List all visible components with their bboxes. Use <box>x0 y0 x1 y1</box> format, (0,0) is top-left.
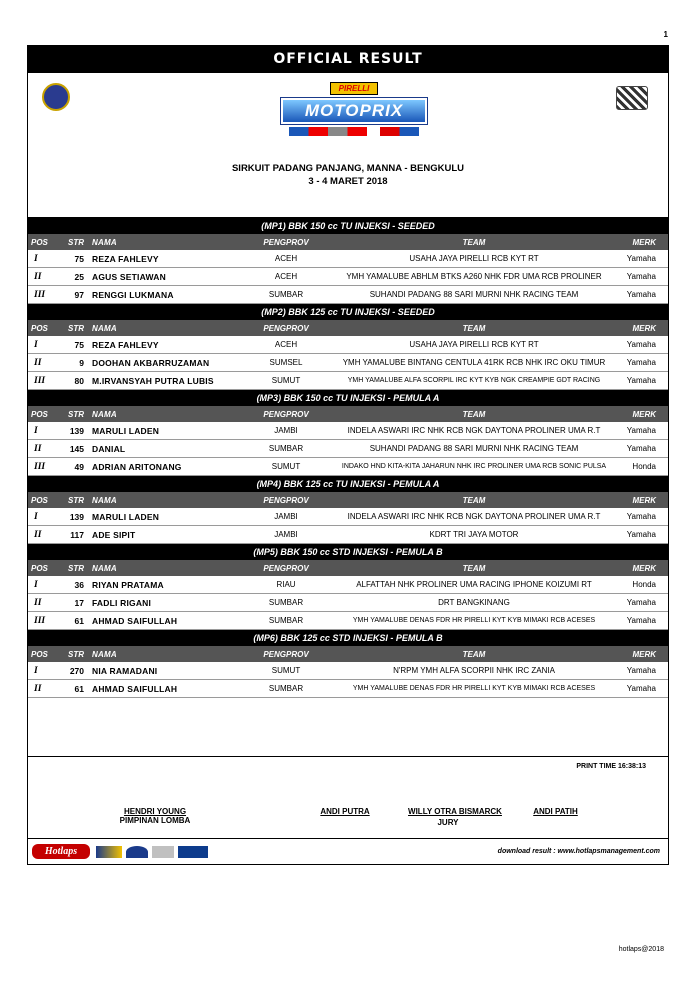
table-row <box>28 286 668 304</box>
cell-nama: MARULI LADEN <box>92 425 160 436</box>
cell-nama: FADLI RIGANI <box>92 597 152 608</box>
result-section <box>28 304 668 390</box>
cell-str: 36 <box>74 579 84 590</box>
section-title: (MP4) BBK 125 cc TU INJEKSI - PEMULA A <box>28 476 668 492</box>
cell-team: DRT BANGKINANG <box>438 598 510 607</box>
cell-pos: I <box>34 253 38 264</box>
column-header-str: STR <box>68 237 84 247</box>
cell-pos: III <box>34 289 46 300</box>
race-director-role: PIMPINAN LOMBA <box>119 816 191 825</box>
column-header-pos: POS <box>31 237 48 247</box>
column-header-nama: NAMA <box>92 495 117 505</box>
footer-logo-bar <box>28 838 668 866</box>
column-header-prov: PENGPROV <box>263 649 309 659</box>
column-header-nama: NAMA <box>92 563 117 573</box>
table-row <box>28 250 668 268</box>
cell-merk: Yamaha <box>626 426 656 435</box>
cell-nama: ADRIAN ARITONANG <box>92 461 182 472</box>
table-row <box>28 422 668 440</box>
column-header-merk: MERK <box>632 649 656 659</box>
table-row <box>28 440 668 458</box>
column-header-team: TEAM <box>462 563 486 573</box>
column-header-str: STR <box>68 323 84 333</box>
column-header-str: STR <box>68 563 84 573</box>
cell-pos: III <box>34 375 46 386</box>
cell-str: 49 <box>74 461 84 472</box>
cell-prov: SUMSEL <box>269 358 303 367</box>
motoprix-logo <box>278 78 430 134</box>
cell-nama: REZA FAHLEVY <box>92 253 159 264</box>
cell-prov: SUMUT <box>271 376 301 385</box>
cell-pos: III <box>34 615 46 626</box>
cell-prov: SUMBAR <box>268 598 304 607</box>
cell-team: USAHA JAYA PIRELLI RCB KYT RT <box>409 254 539 263</box>
page-number: 1 <box>663 30 668 39</box>
cell-pos: I <box>34 339 38 350</box>
cell-pos: I <box>34 425 38 436</box>
cell-str: 61 <box>74 683 84 694</box>
sponsor-logo-3-icon <box>152 846 174 858</box>
event-header <box>28 73 668 218</box>
cell-str: 139 <box>69 511 84 522</box>
cell-team: KDRT TRI JAYA MOTOR <box>429 530 519 539</box>
section-title: (MP2) BBK 125 cc TU INJEKSI - SEEDED <box>28 304 668 320</box>
cell-merk: Yamaha <box>626 340 656 349</box>
column-header-prov: PENGPROV <box>263 323 309 333</box>
table-row <box>28 508 668 526</box>
cell-team: YMH YAMALUBE ABHLM BTKS A260 NHK FDR UMA RCB PROLINER <box>346 272 602 281</box>
cell-str: 75 <box>74 339 84 350</box>
page-title: OFFICIAL RESULT <box>28 46 668 73</box>
cell-prov: SUMBAR <box>268 684 304 693</box>
column-header-nama: NAMA <box>92 323 117 333</box>
column-header-pos: POS <box>31 495 48 505</box>
cell-str: 270 <box>69 665 84 676</box>
imi-emblem-icon <box>42 83 70 111</box>
column-header-pos: POS <box>31 323 48 333</box>
cell-merk: Yamaha <box>626 444 656 453</box>
cell-prov: JAMBI <box>274 426 298 435</box>
table-row <box>28 458 668 476</box>
column-header-prov: PENGPROV <box>263 237 309 247</box>
column-header-team: TEAM <box>462 237 486 247</box>
cell-pos: II <box>34 683 42 694</box>
cell-pos: II <box>34 271 42 282</box>
cell-prov: SUMBAR <box>268 616 304 625</box>
cell-nama: RENGGI LUKMANA <box>92 289 174 300</box>
column-header-merk: MERK <box>632 237 656 247</box>
cell-pos: II <box>34 597 42 608</box>
column-header-row <box>28 646 668 662</box>
column-header-prov: PENGPROV <box>263 563 309 573</box>
table-row <box>28 526 668 544</box>
cell-merk: Honda <box>632 580 656 589</box>
result-section <box>28 630 668 698</box>
cell-team: INDELA ASWARI IRC NHK RCB NGK DAYTONA PROLINER UMA R.T <box>347 426 601 435</box>
cell-nama: AHMAD SAIFULLAH <box>92 615 178 626</box>
result-section <box>28 544 668 630</box>
column-header-nama: NAMA <box>92 409 117 419</box>
column-header-team: TEAM <box>462 649 486 659</box>
cell-team: SUHANDI PADANG 88 SARI MURNI NHK RACING TEAM <box>369 444 579 453</box>
column-header-team: TEAM <box>462 323 486 333</box>
column-header-row <box>28 492 668 508</box>
cell-merk: Yamaha <box>626 684 656 693</box>
cell-str: 117 <box>70 529 84 540</box>
cell-str: 17 <box>74 597 84 608</box>
cell-str: 25 <box>74 271 84 282</box>
cell-prov: ACEH <box>274 340 298 349</box>
column-header-prov: PENGPROV <box>263 495 309 505</box>
rpm-logo-icon <box>178 846 208 858</box>
column-header-pos: POS <box>31 563 48 573</box>
column-header-team: TEAM <box>462 409 486 419</box>
cell-merk: Yamaha <box>626 290 656 299</box>
section-title: (MP3) BBK 150 cc TU INJEKSI - PEMULA A <box>28 390 668 406</box>
cell-nama: RIYAN PRATAMA <box>92 579 164 590</box>
result-section <box>28 218 668 304</box>
column-header-row <box>28 234 668 250</box>
race-director-name: HENDRI YOUNG <box>123 807 187 816</box>
cell-nama: M.IRVANSYAH PUTRA LUBIS <box>92 375 214 386</box>
cell-merk: Yamaha <box>626 358 656 367</box>
sponsor-logo-1-icon <box>96 846 122 858</box>
cell-team: YMH YAMALUBE DENAS FDR HR PIRELLI KYT KYB MIMAKI RCB ACESES <box>352 685 596 692</box>
cell-str: 9 <box>79 357 84 368</box>
cell-nama: AGUS SETIAWAN <box>92 271 166 282</box>
cell-prov: RIAU <box>276 580 296 589</box>
table-row <box>28 680 668 698</box>
cell-team: ALFATTAH NHK PROLINER UMA RACING IPHONE KOIZUMI RT <box>356 580 592 589</box>
cell-merk: Honda <box>632 462 656 471</box>
event-date: 3 - 4 MARET 2018 <box>308 176 388 187</box>
cell-str: 139 <box>69 425 84 436</box>
cell-team: INDELA ASWARI IRC NHK RCB NGK DAYTONA PROLINER UMA R.T <box>347 512 601 521</box>
cell-merk: Yamaha <box>626 530 656 539</box>
cell-prov: ACEH <box>274 272 298 281</box>
cell-prov: ACEH <box>274 254 298 263</box>
jury-role: JURY <box>437 818 459 827</box>
cell-prov: JAMBI <box>274 512 298 521</box>
hotlaps-logo: Hotlaps <box>32 844 90 859</box>
cell-merk: Yamaha <box>626 376 656 385</box>
cell-prov: SUMBAR <box>268 290 304 299</box>
copyright: hotlaps@2018 <box>618 946 664 953</box>
jury-1-name: ANDI PUTRA <box>320 807 370 816</box>
cell-nama: DANIAL <box>92 443 126 454</box>
cell-pos: I <box>34 511 38 522</box>
column-header-str: STR <box>68 495 84 505</box>
cell-nama: REZA FAHLEVY <box>92 339 159 350</box>
column-header-team: TEAM <box>462 495 486 505</box>
cell-nama: AHMAD SAIFULLAH <box>92 683 178 694</box>
result-section <box>28 476 668 544</box>
cell-team: INDAKO HND KITA-KITA JAHARUN NHK IRC PROLINER UMA RCB SONIC PULSA <box>341 463 607 470</box>
cell-merk: Yamaha <box>626 254 656 263</box>
cell-str: 97 <box>74 289 84 300</box>
pirelli-logo-text: PIRELLI <box>330 82 379 95</box>
table-row <box>28 576 668 594</box>
print-time: PRINT TIME 16:38:13 <box>576 763 646 770</box>
column-header-pos: POS <box>31 409 48 419</box>
download-link[interactable]: download result : www.hotlapsmanagement.com <box>497 848 660 855</box>
column-header-row <box>28 320 668 336</box>
column-header-merk: MERK <box>632 495 656 505</box>
cell-nama: DOOHAN AKBARRUZAMAN <box>92 357 210 368</box>
cell-merk: Yamaha <box>626 272 656 281</box>
cell-team: YMH YAMALUBE BINTANG CENTULA 41RK RCB NHK IRC OKU TIMUR <box>342 358 606 367</box>
column-header-nama: NAMA <box>92 649 117 659</box>
column-header-row <box>28 406 668 422</box>
motoprix-logo-text: MOTOPRIX <box>281 98 427 124</box>
cell-merk: Yamaha <box>626 666 656 675</box>
cell-merk: Yamaha <box>626 616 656 625</box>
cell-prov: JAMBI <box>274 530 298 539</box>
cell-prov: SUMBAR <box>268 444 304 453</box>
cell-nama: ADE SIPIT <box>92 529 136 540</box>
cell-team: YMH YAMALUBE DENAS FDR HR PIRELLI KYT KYB MIMAKI RCB ACESES <box>352 617 596 624</box>
cell-prov: SUMUT <box>271 666 301 675</box>
column-header-prov: PENGPROV <box>263 409 309 419</box>
column-header-str: STR <box>68 649 84 659</box>
cell-team: SUHANDI PADANG 88 SARI MURNI NHK RACING TEAM <box>369 290 579 299</box>
table-row <box>28 662 668 680</box>
cell-team: YMH YAMALUBE ALFA SCORPIL IRC KYT KYB NGK CREAMPIE GDT RACING <box>347 377 601 384</box>
column-header-pos: POS <box>31 649 48 659</box>
table-row <box>28 372 668 390</box>
table-row <box>28 354 668 372</box>
column-header-merk: MERK <box>632 409 656 419</box>
column-header-merk: MERK <box>632 563 656 573</box>
cell-pos: I <box>34 665 38 676</box>
results-sections <box>28 218 668 698</box>
column-header-str: STR <box>68 409 84 419</box>
jury-2-name: WILLY OTRA BISMARCK <box>408 807 502 816</box>
cell-pos: III <box>34 461 46 472</box>
federation-logo-icon <box>616 86 648 110</box>
column-header-row <box>28 560 668 576</box>
cell-team: USAHA JAYA PIRELLI RCB KYT RT <box>409 340 539 349</box>
sponsor-logo-2-icon <box>126 846 148 858</box>
table-row <box>28 612 668 630</box>
cell-merk: Yamaha <box>626 512 656 521</box>
race-director-signature <box>100 807 210 825</box>
result-section <box>28 390 668 476</box>
event-venue: SIRKUIT PADANG PANJANG, MANNA - BENGKULU <box>231 163 465 174</box>
section-title: (MP5) BBK 150 cc STD INJEKSI - PEMULA B <box>28 544 668 560</box>
cell-pos: I <box>34 579 38 590</box>
jury-3-name: ANDI PATIH <box>533 807 578 816</box>
column-header-merk: MERK <box>632 323 656 333</box>
cell-str: 145 <box>69 443 84 454</box>
cell-pos: II <box>34 357 42 368</box>
cell-nama: NIA RAMADANI <box>92 665 158 676</box>
cell-team: N'RPM YMH ALFA SCORPII NHK IRC ZANIA <box>393 666 555 675</box>
result-sheet <box>27 45 669 865</box>
cell-str: 61 <box>74 615 84 626</box>
section-title: (MP1) BBK 150 cc TU INJEKSI - SEEDED <box>28 218 668 234</box>
cell-nama: MARULI LADEN <box>92 511 160 522</box>
table-row <box>28 268 668 286</box>
event-venue-block <box>28 162 668 188</box>
sponsor-strip-icon <box>289 127 419 136</box>
column-header-nama: NAMA <box>92 237 117 247</box>
table-row <box>28 336 668 354</box>
section-title: (MP6) BBK 125 cc STD INJEKSI - PEMULA B <box>28 630 668 646</box>
cell-pos: II <box>34 443 42 454</box>
cell-str: 75 <box>74 253 84 264</box>
cell-merk: Yamaha <box>626 598 656 607</box>
cell-prov: SUMUT <box>271 462 301 471</box>
cell-str: 80 <box>74 375 84 386</box>
signature-footer <box>28 756 668 866</box>
cell-pos: II <box>34 529 42 540</box>
table-row <box>28 594 668 612</box>
